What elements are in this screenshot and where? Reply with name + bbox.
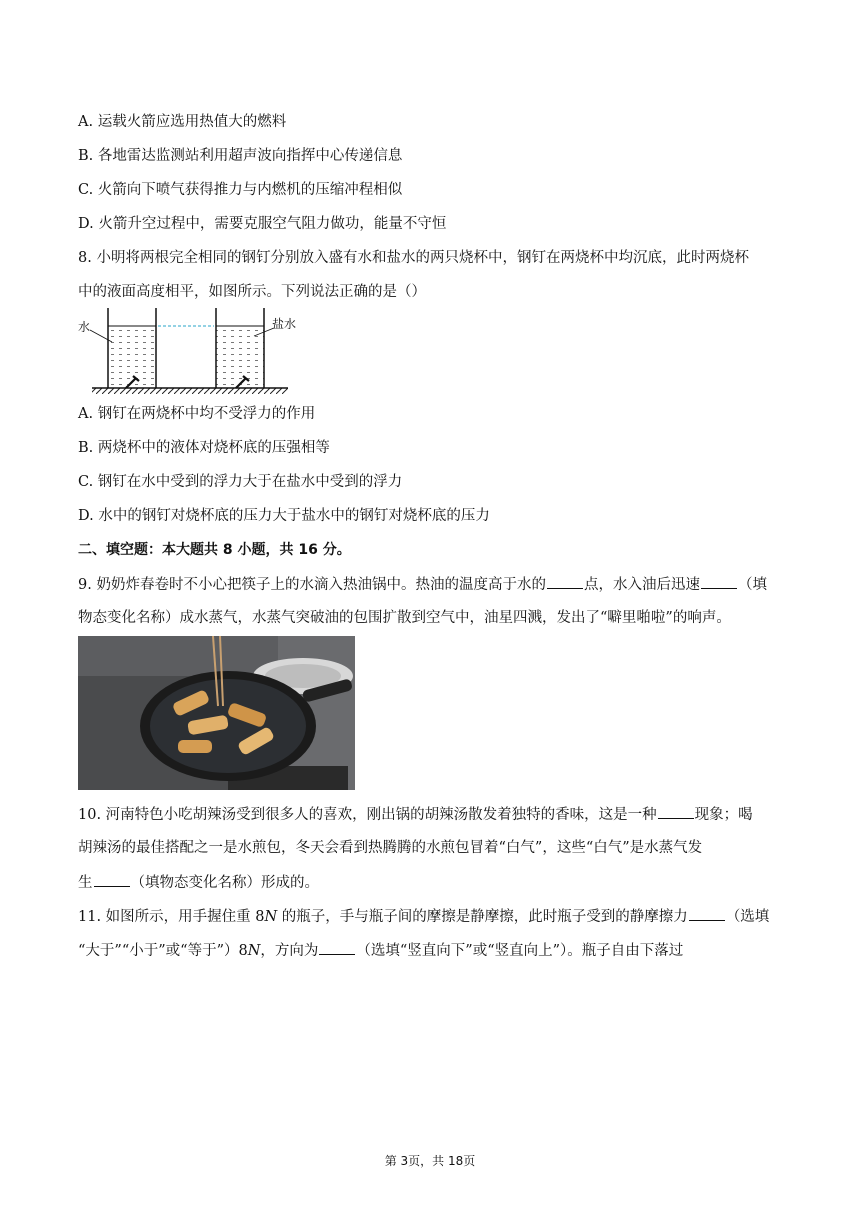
- q10-line2: 胡辣汤的最佳搭配之一是水煎包，冬天会看到热腾腾的水煎包冒着“白气”，这些“白气”是水蒸气发: [78, 840, 703, 856]
- frying-pan-photo: [78, 636, 355, 790]
- q10-line3: 生 （填物态变化名称）形成的。: [78, 872, 319, 893]
- q7-option-a: A. 运载火箭应选用热值大的燃料: [78, 114, 287, 130]
- section-heading: 二、填空题：本大题共 8 小题，共 16 分。: [78, 542, 351, 558]
- q8-option-c: C. 钢钉在水中受到的浮力大于在盐水中受到的浮力: [78, 474, 403, 490]
- q9-line2: 物态变化名称）成水蒸气，水蒸气突破油的包围扩散到空气中，油星四溅，发出了“噼里啪啦”的响声。: [78, 610, 731, 626]
- q9-line1: 9. 奶奶炸春卷时不小心把筷子上的水滴入热油锅中。热油的温度高于水的 点，水入油后迅速 （填: [78, 574, 767, 595]
- q11-line2: “大于”“小于”或“等于”）8N，方向为 （选填“竖直向下”或“竖直向上”）。瓶子自由下落过: [78, 940, 683, 961]
- q10-line1: 10. 河南特色小吃胡辣汤受到很多人的喜欢，刚出锅的胡辣汤散发着独特的香味，这是一种 现象；喝: [78, 804, 753, 825]
- q7-option-d: D. 火箭升空过程中，需要克服空气阻力做功，能量不守恒: [78, 216, 447, 232]
- salt-water-beaker: [216, 308, 264, 388]
- q8-option-a: A. 钢钉在两烧杯中均不受浮力的作用: [78, 406, 316, 422]
- q7-option-b: B. 各地雷达监测站利用超声波向指挥中心传递信息: [78, 148, 403, 164]
- q8-stem-line1: 8. 小明将两根完全相同的钢钉分别放入盛有水和盐水的两只烧杯中，钢钉在两烧杯中均沉底，此时两烧杯: [78, 250, 749, 266]
- q8-option-b: B. 两烧杯中的液体对烧杯底的压强相等: [78, 440, 330, 456]
- q11-line1: 11. 如图所示，用手握住重 8N 的瓶子，手与瓶子间的摩擦是静摩擦，此时瓶子受到的静摩擦力 （选填: [78, 906, 769, 927]
- label-water: 水: [78, 320, 91, 334]
- q8-option-d: D. 水中的钢钉对烧杯底的压力大于盐水中的钢钉对烧杯底的压力: [78, 508, 490, 524]
- ground: [92, 388, 288, 394]
- page-footer: 第 3页，共 18页: [384, 1154, 476, 1168]
- water-beaker: [108, 308, 156, 388]
- q8-stem-line2: 中的液面高度相平，如图所示。下列说法正确的是（）: [78, 284, 426, 300]
- label-salt-water: 盐水: [272, 317, 297, 331]
- beakers-figure: [78, 304, 298, 396]
- q7-option-c: C. 火箭向下喷气获得推力与内燃机的压缩冲程相似: [78, 182, 403, 198]
